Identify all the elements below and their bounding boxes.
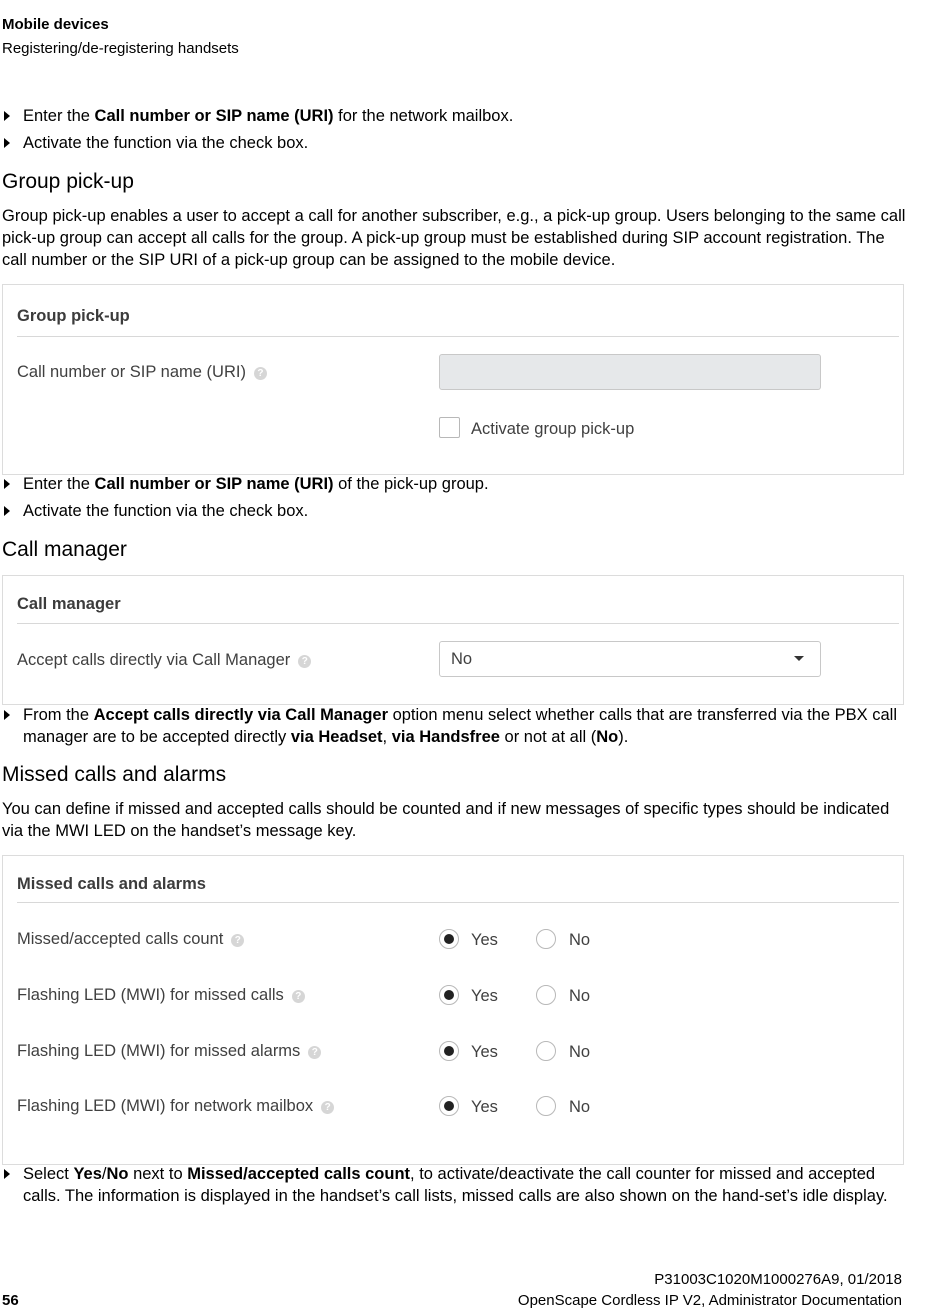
field-label-pickup-uri: Call number or SIP name (URI) ? — [17, 363, 267, 382]
help-icon[interactable]: ? — [298, 655, 311, 668]
missed-calls-description: You can define if missed and accepted calls should be counted and if new messages of specific types should be indicated via the MWI LED on the handset’s message key. — [2, 800, 890, 840]
panel-divider — [17, 623, 899, 624]
step-select-accept-calls: From the Accept calls directly via Call Manager option menu select whether calls that are transferred via the PBX call manager are to be accepted directly via Headset, via Handsfree or not at all (No). — [4, 704, 903, 748]
bullet-arrow-icon — [4, 506, 10, 516]
led-missed-alarms-yes-radio[interactable] — [439, 1041, 459, 1061]
running-header-subtitle: Registering/de-registering handsets — [2, 40, 239, 57]
radio-yes-label: Yes — [471, 931, 498, 949]
step-enter-pickup-number: Enter the Call number or SIP name (URI) of the pick-up group. — [4, 473, 903, 495]
radio-no-label: No — [569, 931, 591, 949]
accept-calls-select[interactable]: No — [439, 641, 821, 677]
group-pickup-description: Group pick-up enables a user to accept a call for another subscriber, e.g., a pick-up group. Users belonging to the same call pick-up group can accept all calls for the group. A pick-up group must be established during SIP account registration. The call number or the SIP URI of a pick-up group can be assigned to the mobile device. — [2, 207, 906, 269]
missed-count-yes-radio[interactable] — [439, 929, 459, 949]
bullet-arrow-icon — [4, 111, 10, 121]
step-activate-pickup: Activate the function via the check box. — [4, 500, 903, 522]
footer-doc-title: OpenScape Cordless IP V2, Administrator Documentation — [517, 1292, 902, 1309]
radio-yes-label: Yes — [471, 987, 498, 1005]
led-network-mailbox-no-radio[interactable] — [536, 1096, 556, 1116]
help-icon[interactable]: ? — [321, 1101, 334, 1114]
running-header-title: Mobile devices — [2, 16, 109, 33]
panel-title: Missed calls and alarms — [17, 875, 206, 893]
field-label-missed-count: Missed/accepted calls count ? — [17, 930, 244, 949]
group-pickup-panel — [2, 284, 904, 475]
radio-no-label: No — [569, 1098, 591, 1116]
help-icon[interactable]: ? — [254, 367, 267, 380]
chevron-down-icon — [794, 656, 804, 661]
help-icon[interactable]: ? — [308, 1046, 321, 1059]
radio-yes-label: Yes — [471, 1043, 498, 1061]
field-label-led-missed-alarms: Flashing LED (MWI) for missed alarms ? — [17, 1042, 321, 1061]
radio-yes-label: Yes — [471, 1098, 498, 1116]
led-missed-calls-yes-radio[interactable] — [439, 985, 459, 1005]
call-manager-panel — [2, 575, 904, 705]
pickup-uri-input[interactable] — [439, 354, 821, 390]
panel-title: Call manager — [17, 595, 121, 613]
step-enter-mailbox-number: Enter the Call number or SIP name (URI) for the network mailbox. — [4, 105, 903, 127]
field-label-led-missed-calls: Flashing LED (MWI) for missed calls ? — [17, 986, 305, 1005]
panel-divider — [17, 336, 899, 337]
missed-calls-panel — [2, 855, 904, 1165]
radio-no-label: No — [569, 987, 591, 1005]
step-activate-mailbox: Activate the function via the check box. — [4, 132, 903, 154]
panel-title: Group pick-up — [17, 307, 130, 325]
step-select-yes-no: Select Yes/No next to Missed/accepted calls count, to activate/deactivate the call counter for missed and accepted calls. The information is displayed in the handset’s call lists, missed calls are also shown on the hand-set’s idle display. — [4, 1163, 903, 1207]
led-network-mailbox-yes-radio[interactable] — [439, 1096, 459, 1116]
help-icon[interactable]: ? — [231, 934, 244, 947]
footer-doc-id: P31003C1020M1000276A9, 01/2018 — [654, 1271, 902, 1288]
page-number: 56 — [2, 1292, 19, 1309]
panel-divider — [17, 902, 899, 903]
section-heading-call-manager: Call manager — [2, 538, 127, 561]
radio-no-label: No — [569, 1043, 591, 1061]
section-heading-group-pickup: Group pick-up — [2, 170, 134, 193]
bullet-arrow-icon — [4, 710, 10, 720]
bullet-arrow-icon — [4, 479, 10, 489]
led-missed-calls-no-radio[interactable] — [536, 985, 556, 1005]
bullet-arrow-icon — [4, 1169, 10, 1179]
section-heading-missed-calls: Missed calls and alarms — [2, 763, 227, 786]
field-label-led-network-mailbox: Flashing LED (MWI) for network mailbox ? — [17, 1097, 334, 1116]
bullet-arrow-icon — [4, 138, 10, 148]
field-label-accept-calls: Accept calls directly via Call Manager ? — [17, 651, 311, 670]
help-icon[interactable]: ? — [292, 990, 305, 1003]
missed-count-no-radio[interactable] — [536, 929, 556, 949]
activate-group-pickup-label: Activate group pick-up — [471, 420, 635, 438]
led-missed-alarms-no-radio[interactable] — [536, 1041, 556, 1061]
activate-group-pickup-checkbox[interactable] — [439, 417, 460, 438]
